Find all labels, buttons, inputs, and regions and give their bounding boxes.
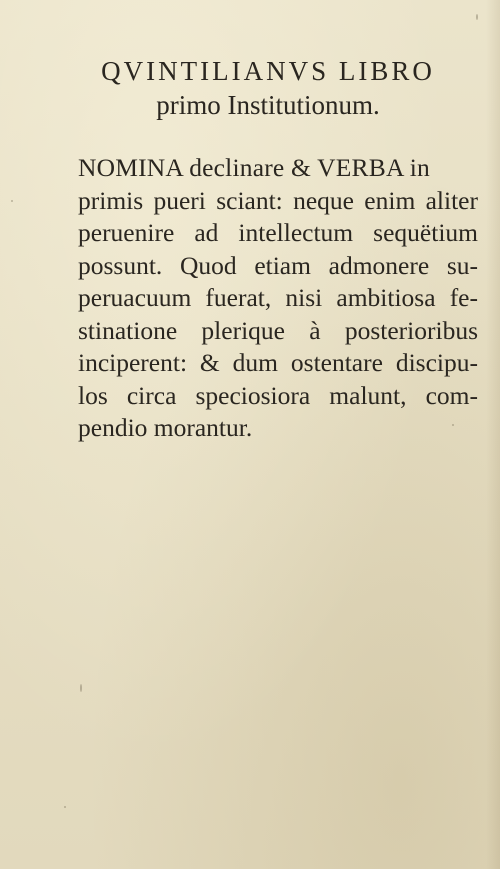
paper-speck	[80, 684, 82, 692]
page-edge-shadow	[486, 0, 500, 869]
text-line: pendio morantur.	[78, 413, 253, 442]
running-head-title: QVINTILIANVS LIBRO	[101, 56, 435, 86]
paper-speck	[11, 200, 13, 202]
text-line: NOMINA declinare & VERBA in	[78, 153, 430, 182]
text-line: stinatione plerique à posterioribus	[78, 315, 478, 345]
text-line: primis pueri sciant: neque enim aliter	[78, 185, 478, 215]
body-paragraph	[78, 152, 478, 445]
text-line: los circa speciosiora malunt, com-	[78, 380, 478, 410]
paper-speck	[64, 806, 66, 808]
paper-speck	[476, 14, 478, 20]
text-line: possunt. Quod etiam admonere su-	[78, 250, 478, 280]
running-head-subtitle: primo Institutionum.	[156, 90, 380, 120]
paper-speck	[452, 424, 454, 426]
text-line: peruacuum fuerat, nisi ambitiosa fe-	[78, 283, 478, 312]
text-line: inciperent: & dum ostentare discipu-	[78, 348, 478, 377]
text-line: peruenire ad intellectum sequëtium	[78, 218, 478, 247]
running-head	[0, 54, 500, 122]
